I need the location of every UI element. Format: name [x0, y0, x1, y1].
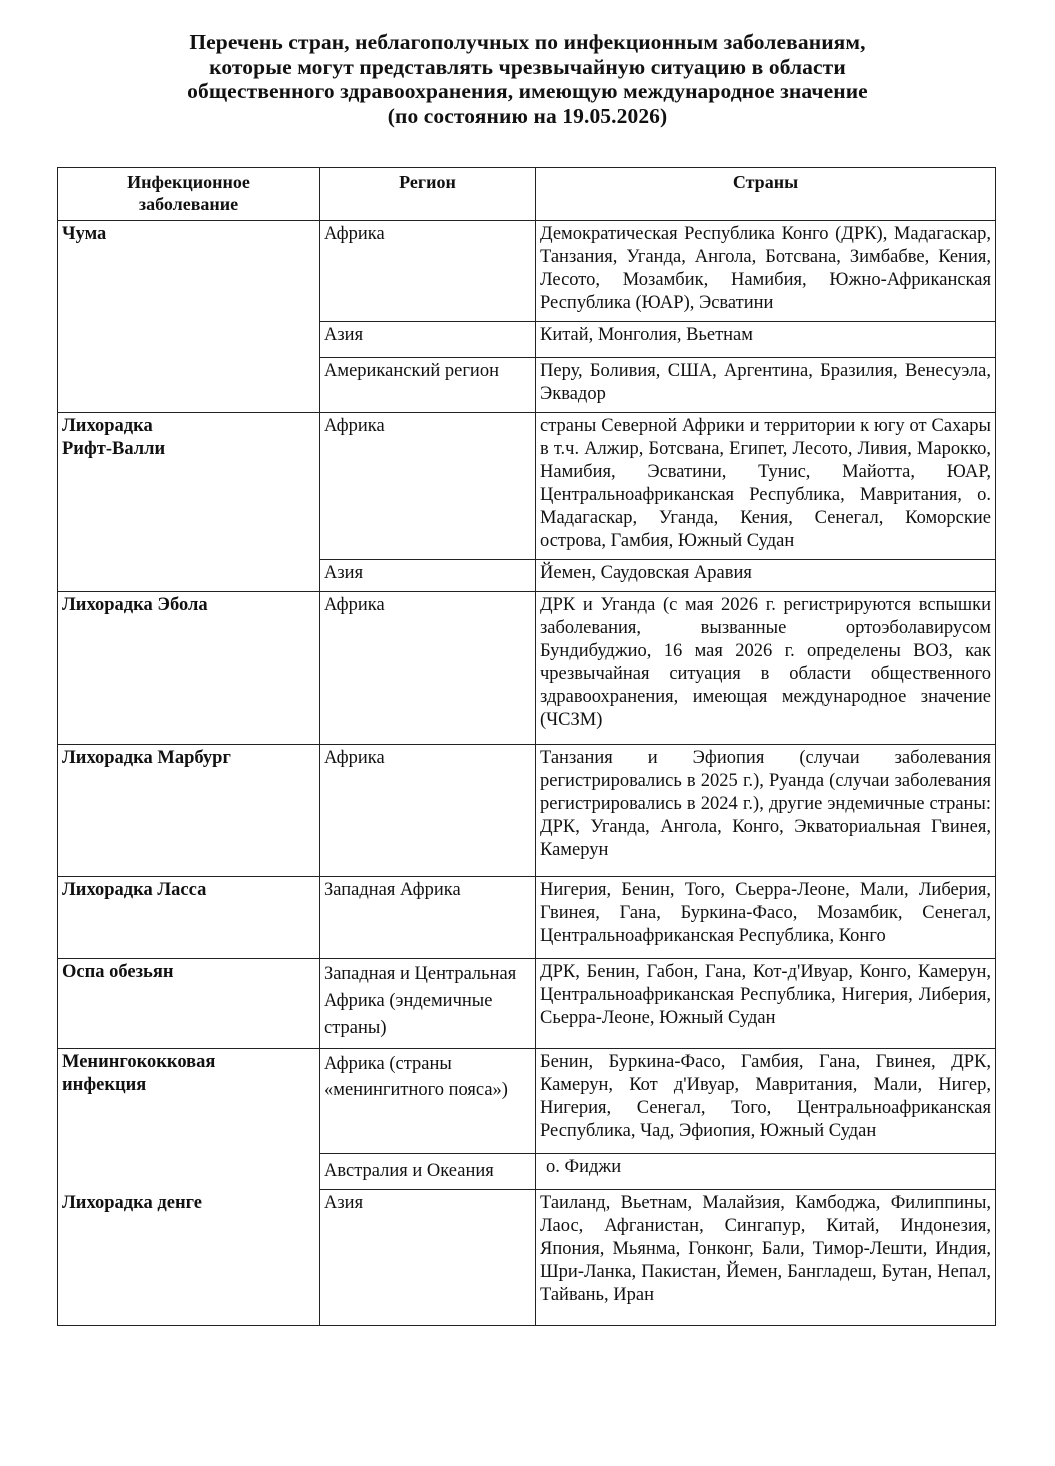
disease-cell: Оспа обезьян [58, 959, 320, 1049]
table-row [58, 745, 996, 877]
region-cell: Западная и Центральная Африка (эндемичные страны) [320, 959, 536, 1049]
table-row [58, 221, 996, 322]
header-disease: Инфекционное заболевание [58, 168, 320, 221]
title-line-3: общественного здравоохранения, имеющую международное значение [187, 79, 868, 103]
countries-cell: Китай, Монголия, Вьетнам [536, 322, 996, 358]
countries-cell: Таиланд, Вьетнам, Малайзия, Камбоджа, Филиппины, Лаос, Афганистан, Сингапур, Китай, Индонезия, Япония, Мьянма, Гонконг, Бали, Тимор-Лешти, Индия, Шри-Ланка, Пакистан, Йемен, Бангладеш, Бутан, Непал, Тайвань, Иран [536, 1190, 996, 1326]
countries-cell: Йемен, Саудовская Аравия [536, 560, 996, 592]
region-cell: Азия [320, 560, 536, 592]
disease-cell: Лихорадка Эбола [58, 592, 320, 745]
header-countries: Страны [536, 168, 996, 221]
header-region: Регион [320, 168, 536, 221]
countries-cell: ДРК, Бенин, Габон, Гана, Кот-д'Ивуар, Конго, Камерун, Центральноафриканская Республика, Нигерия, Либерия, Сьерра-Леоне, Южный Судан [536, 959, 996, 1049]
disease-cell: Менингококковая инфекция [58, 1049, 320, 1190]
title-line-2: которые могут представлять чрезвычайную ситуацию в области [209, 54, 846, 79]
countries-cell: Нигерия, Бенин, Того, Сьерра-Леоне, Мали, Либерия, Гвинея, Гана, Буркина-Фасо, Мозамбик, Сенегал, Центральноафриканская Республика, Конго [536, 877, 996, 959]
document-title [0, 30, 1055, 128]
region-cell: Азия [320, 322, 536, 358]
table-row [58, 959, 996, 1049]
region-cell: Африка [320, 413, 536, 560]
countries-cell: о. Фиджи [536, 1154, 996, 1190]
table-row [58, 1049, 996, 1154]
table-row [58, 592, 996, 745]
region-cell: Азия [320, 1190, 536, 1326]
table-row [58, 413, 996, 560]
countries-cell: Перу, Боливия, США, Аргентина, Бразилия, Венесуэла, Эквадор [536, 358, 996, 413]
table-row [58, 1190, 996, 1326]
disease-cell: Лихорадка Марбург [58, 745, 320, 877]
region-cell: Австралия и Океания [320, 1154, 536, 1190]
disease-cell: Чума [58, 221, 320, 413]
region-cell: Западная Африка [320, 877, 536, 959]
disease-cell: Лихорадка Ласса [58, 877, 320, 959]
countries-cell: Танзания и Эфиопия (случаи заболевания регистрировались в 2025 г.), Руанда (случаи заболевания регистрировались в 2024 г.), другие эндемичные страны: ДРК, Уганда, Ангола, Конго, Экваториальная Гвинея, Камерун [536, 745, 996, 877]
disease-cell: Лихорадка Рифт-Валли [58, 413, 320, 592]
countries-cell: Демократическая Республика Конго (ДРК), Мадагаскар, Танзания, Уганда, Ангола, Ботсвана, Зимбабве, Кения, Лесото, Мозамбик, Намибия, Южно-Африканская Республика (ЮАР), Эсватини [536, 221, 996, 322]
countries-cell: ДРК и Уганда (с мая 2026 г. регистрируются вспышки заболевания, вызванные ортоэболавирусом Бундибуджио, 16 мая 2026 г. определены ВОЗ, как чрезвычайная ситуация в области общественного здравоохранения, имеющая международное значение (ЧСЗМ) [536, 592, 996, 745]
region-cell: Африка [320, 745, 536, 877]
region-cell: Африка [320, 592, 536, 745]
table-row [58, 877, 996, 959]
countries-cell: страны Северной Африки и территории к югу от Сахары в т.ч. Алжир, Ботсвана, Египет, Лесото, Ливия, Марокко, Намибия, Эсватини, Тунис, Майотта, ЮАР, Центральноафриканская Республика, Мавритания, о. Мадагаскар, Уганда, Кения, Сенегал, Коморские острова, Гамбия, Южный Судан [536, 413, 996, 560]
region-cell: Американский регион [320, 358, 536, 413]
disease-countries-table [57, 167, 996, 1326]
region-cell: Африка [320, 221, 536, 322]
disease-cell: Лихорадка денге [58, 1190, 320, 1326]
region-cell: Африка (страны «менингитного пояса») [320, 1049, 536, 1154]
countries-cell: Бенин, Буркина-Фасо, Гамбия, Гана, Гвинея, ДРК, Камерун, Кот д'Ивуар, Мавритания, Мали, Нигер, Нигерия, Сенегал, Того, Центральноафриканская Республика, Чад, Эфиопия, Южный Судан [536, 1049, 996, 1154]
table-header-row [58, 168, 996, 221]
title-line-4-date: (по состоянию на 19.05.2026) [387, 103, 668, 128]
title-line-1: Перечень стран, неблагополучных по инфекционным заболеваниям, [189, 30, 866, 54]
